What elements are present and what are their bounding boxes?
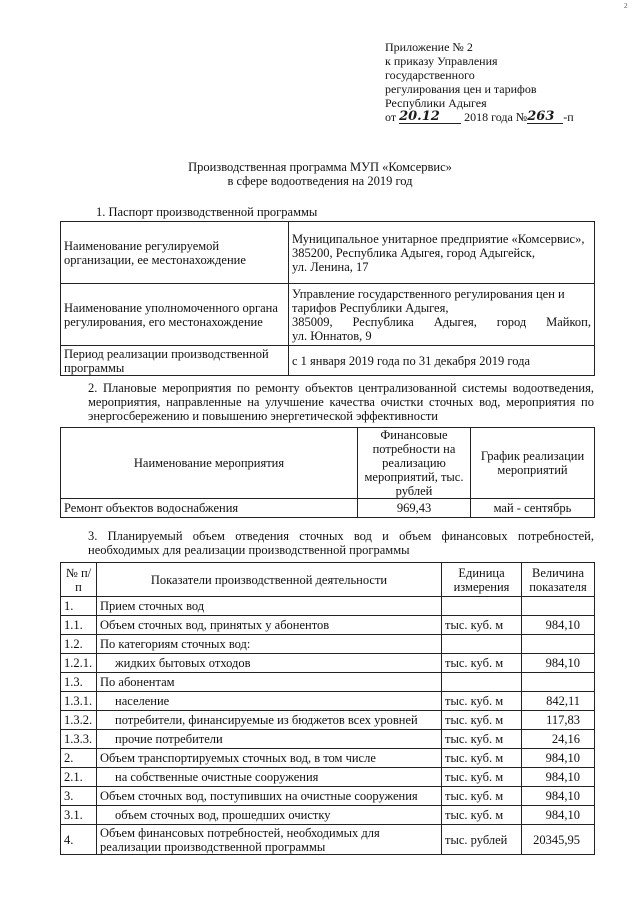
indicator-unit: тыс. куб. м — [442, 616, 522, 635]
table-row — [61, 346, 595, 376]
indicator-value: 842,11 — [522, 692, 595, 711]
indicator-name: Прием сточных вод — [97, 597, 442, 616]
indicator-value: 984,10 — [522, 806, 595, 825]
indicator-value: 984,10 — [522, 749, 595, 768]
indicators-table — [60, 562, 595, 855]
passport-value — [289, 222, 595, 284]
table-row — [61, 616, 595, 635]
indicator-name: Объем транспортируемых сточных вод, в том числе — [97, 749, 442, 768]
measure-schedule: май - сентябрь — [471, 499, 595, 518]
indicator-name: прочие потребители — [97, 730, 442, 749]
indicator-unit: тыс. куб. м — [442, 730, 522, 749]
table-row — [61, 711, 595, 730]
indicator-value: 24,16 — [522, 730, 595, 749]
table-row — [61, 284, 595, 346]
value-line: Муниципальное унитарное предприятие «Комсервис», — [292, 231, 585, 246]
appendix-line: Республики Адыгея — [385, 96, 487, 110]
value-line: ул. Ленина, 17 — [292, 259, 369, 274]
indicator-name: Объем сточных вод, принятых у абонентов — [97, 616, 442, 635]
indicator-unit: тыс. куб. м — [442, 654, 522, 673]
passport-label: Наименование уполномоченного органа регулирования, его местонахождение — [61, 284, 289, 346]
indicator-unit — [442, 673, 522, 692]
column-header: График реализации мероприятий — [471, 428, 595, 499]
indicator-value: 984,10 — [522, 654, 595, 673]
row-number: 4. — [61, 825, 97, 855]
title-line-2: в сфере водоотведения на 2019 год — [227, 174, 413, 188]
appendix-line: Приложение № 2 — [385, 40, 473, 54]
indicator-unit — [442, 635, 522, 654]
table-row — [61, 673, 595, 692]
table-row — [61, 654, 595, 673]
indicator-unit: тыс. куб. м — [442, 768, 522, 787]
indicator-unit: тыс. куб. м — [442, 711, 522, 730]
title-line-1: Производственная программа МУП «Комсервис» — [188, 160, 452, 174]
table-row — [61, 768, 595, 787]
indicator-name: Объем сточных вод, поступивших на очистные сооружения — [97, 787, 442, 806]
indicator-unit: тыс. куб. м — [442, 787, 522, 806]
row-number: 1.3.2. — [61, 711, 97, 730]
indicator-unit: тыс. куб. м — [442, 806, 522, 825]
handwritten-number: 263 — [527, 111, 563, 124]
number-suffix: -п — [563, 110, 574, 124]
value-line: Управление государственного регулирования цен и тарифов Республики Адыгея, — [292, 286, 565, 315]
passport-label: Наименование регулируемой организации, ее местонахождение — [61, 222, 289, 284]
value-line: 385200, Республика Адыгея, город Адыгейск, — [292, 245, 535, 260]
indicator-value — [522, 673, 595, 692]
section-2-heading — [60, 381, 594, 423]
measure-amount: 969,43 — [358, 499, 471, 518]
table-header-row — [61, 563, 595, 597]
table-row — [61, 499, 595, 518]
table-row — [61, 692, 595, 711]
indicator-name: По абонентам — [97, 673, 442, 692]
indicator-value: 984,10 — [522, 616, 595, 635]
table-row — [61, 730, 595, 749]
measure-name: Ремонт объектов водоснабжения — [61, 499, 358, 518]
indicator-name: население — [97, 692, 442, 711]
column-header: Наименование мероприятия — [61, 428, 358, 499]
row-number: 1.2.1. — [61, 654, 97, 673]
indicator-value: 984,10 — [522, 787, 595, 806]
column-header: Показатели производственной деятельности — [97, 563, 442, 597]
page-corner-mark: 2 — [624, 2, 628, 10]
column-header: Единица измерения — [442, 563, 522, 597]
table-row — [61, 825, 595, 855]
value-line: 385009, Республика Адыгея, город Майкоп, — [292, 314, 591, 329]
indicator-value — [522, 597, 595, 616]
indicator-name: По категориям сточных вод: — [97, 635, 442, 654]
measures-table — [60, 427, 595, 518]
indicator-unit: тыс. куб. м — [442, 692, 522, 711]
section-2-text: 2. Плановые мероприятия по ремонту объектов централизованной системы водоотведения, мероприятия, направленные на улучшение качества очистки сточных вод, мероприятия по энергосбережению и повышению энергетической эффективности — [88, 381, 594, 423]
table-row — [61, 806, 595, 825]
table-row — [61, 597, 595, 616]
passport-label: Период реализации производственной программы — [61, 346, 289, 376]
indicator-name: Объем финансовых потребностей, необходимых для реализации производственной программы — [97, 825, 442, 855]
row-number: 1.2. — [61, 635, 97, 654]
passport-table — [60, 221, 595, 376]
indicator-unit — [442, 597, 522, 616]
row-number: 2. — [61, 749, 97, 768]
indicator-unit: тыс. рублей — [442, 825, 522, 855]
indicator-value: 20345,95 — [522, 825, 595, 855]
row-number: 1.3.3. — [61, 730, 97, 749]
indicator-name: жидких бытовых отходов — [97, 654, 442, 673]
row-number: 1.1. — [61, 616, 97, 635]
column-header: № п/п — [61, 563, 97, 597]
table-row — [61, 635, 595, 654]
table-header-row — [61, 428, 595, 499]
appendix-date-line — [385, 110, 625, 124]
column-header: Финансовые потребности на реализацию мероприятий, тыс. рублей — [358, 428, 471, 499]
indicator-name: объем сточных вод, прошедших очистку — [97, 806, 442, 825]
document-title — [60, 160, 580, 188]
year-text: 2018 года № — [464, 110, 528, 124]
section-1-heading: 1. Паспорт производственной программы — [96, 205, 318, 219]
appendix-line: государственного — [385, 68, 475, 82]
row-number: 3.1. — [61, 806, 97, 825]
indicator-unit: тыс. куб. м — [442, 749, 522, 768]
date-prefix: от — [385, 110, 397, 124]
column-header: Величина показателя — [522, 563, 595, 597]
section-3-text: 3. Планируемый объем отведения сточных вод и объем финансовых потребностей, необходимых для реализации производственной программы — [88, 529, 594, 557]
passport-value — [289, 284, 595, 346]
row-number: 2.1. — [61, 768, 97, 787]
indicator-value — [522, 635, 595, 654]
appendix-line: регулирования цен и тарифов — [385, 82, 537, 96]
value-line: ул. Юннатов, 9 — [292, 328, 372, 343]
indicator-value: 984,10 — [522, 768, 595, 787]
table-row — [61, 222, 595, 284]
passport-value: с 1 января 2019 года по 31 декабря 2019 года — [289, 346, 595, 376]
indicators-body — [61, 597, 595, 855]
appendix-header — [385, 40, 625, 124]
row-number: 1.3.1. — [61, 692, 97, 711]
section-3-heading — [60, 529, 594, 557]
handwritten-date: 20.12 — [399, 111, 461, 124]
indicator-value: 117,83 — [522, 711, 595, 730]
table-row — [61, 749, 595, 768]
row-number: 1. — [61, 597, 97, 616]
indicator-name: потребители, финансируемые из бюджетов всех уровней — [97, 711, 442, 730]
row-number: 3. — [61, 787, 97, 806]
row-number: 1.3. — [61, 673, 97, 692]
appendix-line: к приказу Управления — [385, 54, 498, 68]
table-row — [61, 787, 595, 806]
indicator-name: на собственные очистные сооружения — [97, 768, 442, 787]
